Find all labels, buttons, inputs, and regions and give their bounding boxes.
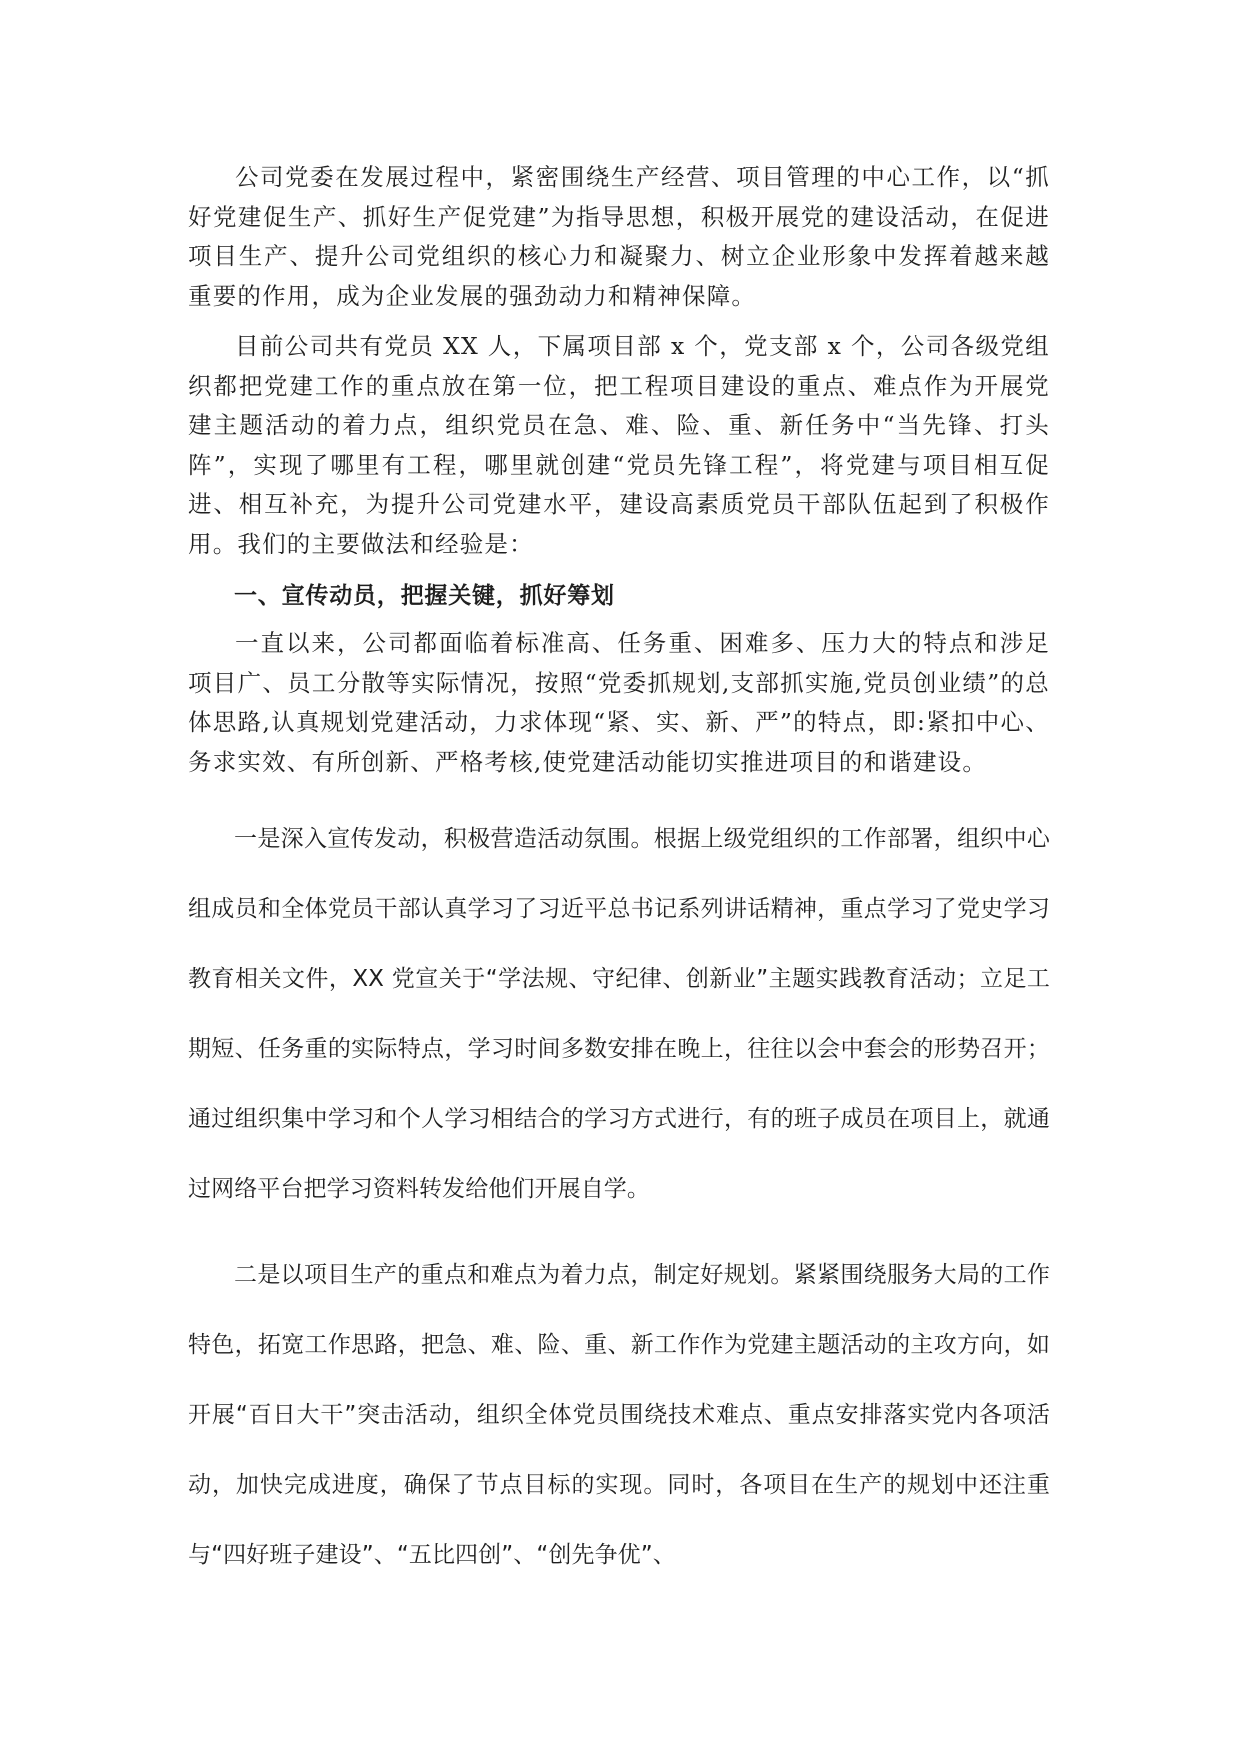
document-body [188, 158, 1050, 1590]
point-two-paragraph: 二是以项目生产的重点和难点为着力点，制定好规划。紧紧围绕服务大局的工作特色，拓宽工作思路，把急、难、险、重、新工作作为党建主题活动的主攻方向，如开展“百日大干”突击活动，组织全体党员围绕技术难点、重点安排落实党内各项活动，加快完成进度，确保了节点目标的实现。同时，各项目在生产的规划中还注重与“四好班子建设”、“五比四创”、“创先争优”、 [188, 1262, 1050, 1568]
section-heading: 一、宣传动员，把握关键，抓好筹划 [234, 583, 615, 609]
point-one-paragraph: 一是深入宣传发动，积极营造活动氛围。根据上级党组织的工作部署，组织中心组成员和全体党员干部认真学习了习近平总书记系列讲话精神，重点学习了党史学习教育相关文件，XX 党宣关于“学法规、守纪律、创新业”主题实践教育活动；立足工期短、任务重的实际特点，学习时间多数安排在晚上，往往以会中套会的形势召开；通过组织集中学习和个人学习相结合的学习方式进行，有的班子成员在项目上，就通过网络平台把学习资料转发给他们开展自学。 [188, 826, 1050, 1202]
section-intro-paragraph: 一直以来，公司都面临着标准高、任务重、困难多、压力大的特点和涉足项目广、员工分散等实际情况，按照“党委抓规划,支部抓实施,党员创业绩”的总体思路,认真规划党建活动，力求体现“紧、实、新、严”的特点，即:紧扣中心、务求实效、有所创新、严格考核,使党建活动能切实推进项目的和谐建设。 [188, 629, 1050, 776]
overview-paragraph: 目前公司共有党员 XX 人，下属项目部 x 个，党支部 x 个，公司各级党组织都把党建工作的重点放在第一位，把工程项目建设的重点、难点作为开展党建主题活动的着力点，组织党员在急、难、险、重、新任务中“当先锋、打头阵”，实现了哪里有工程，哪里就创建“党员先锋工程”，将党建与项目相互促进、相互补充，为提升公司党建水平，建设高素质党员干部队伍起到了积极作用。我们的主要做法和经验是： [188, 332, 1050, 558]
intro-paragraph: 公司党委在发展过程中，紧密围绕生产经营、项目管理的中心工作，以“抓好党建促生产、抓好生产促党建”为指导思想，积极开展党的建设活动，在促进项目生产、提升公司党组织的核心力和凝聚力、树立企业形象中发挥着越来越重要的作用，成为企业发展的强劲动力和精神保障。 [188, 163, 1050, 310]
